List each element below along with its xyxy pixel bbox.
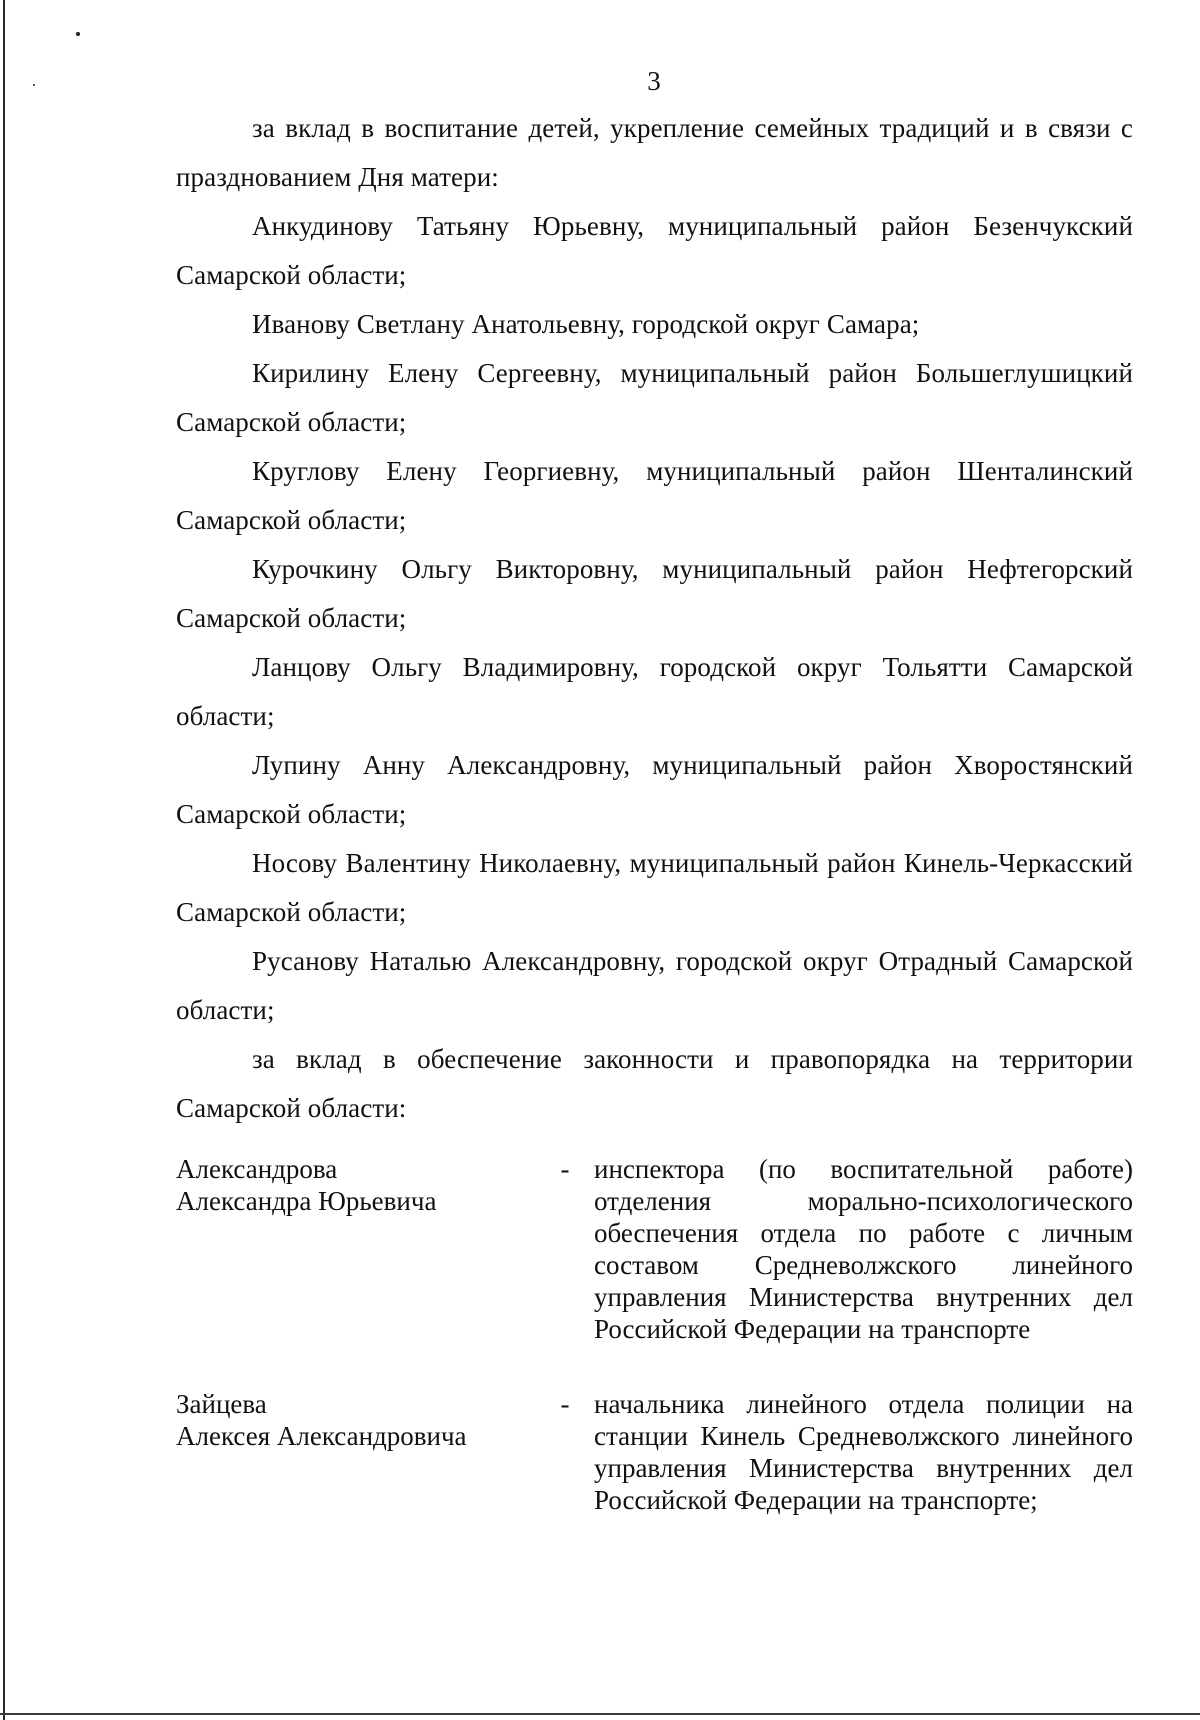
awardee-dash: - [560,1154,570,1184]
paragraph: за вклад в воспитание детей, укрепление семейных традиций и в связи с празднованием Дня матери: [176,113,1133,192]
awardee-given-names: Алексея Александровича [176,1421,467,1451]
honoree-entry [176,741,1133,839]
honoree-entry [176,349,1133,447]
scan-speck [76,32,80,36]
paragraph: Носову Валентину Николаевну, муниципальный район Кинель-Черкасский Самарской области; [176,848,1133,927]
scan-edge-bottom [0,1713,1200,1715]
honoree-entry [176,839,1133,937]
awardee-dash: - [560,1389,570,1419]
honoree-entry [176,937,1133,1035]
paragraph: Русанову Наталью Александровну, городской округ Отрадный Самарской области; [176,946,1133,1025]
scan-edge-left [3,0,5,1720]
paragraph: Ланцову Ольгу Владимировну, городской округ Тольятти Самарской области; [176,652,1133,731]
awardee-name [176,1153,556,1217]
section-intro-law [176,1035,1133,1133]
awardee-surname: Александрова [176,1154,338,1184]
paragraph: за вклад в обеспечение законности и правопорядка на территории Самарской области: [176,1044,1133,1123]
section-intro-family [176,104,1133,202]
paragraph: Лупину Анну Александровну, муниципальный район Хворостянский Самарской области; [176,750,1133,829]
paragraph: Кирилину Елену Сергеевну, муниципальный район Большеглушицкий Самарской области; [176,358,1133,437]
awardee-given-names: Александра Юрьевича [176,1186,437,1216]
awardee-surname: Зайцева [176,1389,267,1419]
paragraph: Круглову Елену Георгиевну, муниципальный район Шенталинский Самарской области; [176,456,1133,535]
honoree-entry [176,447,1133,545]
awardee-name [176,1388,556,1452]
honoree-entry [176,300,1133,349]
awardee-position: начальника линейного отдела полиции на станции Кинель Средневолжского линейного управления Министерства внутренних дел Российской Федерации на транспорте; [594,1389,1133,1515]
awardee-position: инспектора (по воспитательной работе) отделения морально-психологического обеспечения отдела по работе с личным составом Средневолжского линейного управления Министерства внутренних дел Российской Федерации на транспорте [594,1154,1133,1344]
honoree-entry [176,643,1133,741]
paragraph: Анкудинову Татьяну Юрьевну, муниципальный район Безенчукский Самарской области; [176,211,1133,290]
paragraph: Курочкину Ольгу Викторовну, муниципальный район Нефтегорский Самарской области; [176,554,1133,633]
paragraph: Иванову Светлану Анатольевну, городской округ Самара; [252,309,920,339]
awardee-row [176,1153,1133,1353]
honoree-entry [176,202,1133,300]
page-number: 3 [647,66,661,96]
awardee-row [176,1388,1133,1558]
honoree-entry [176,545,1133,643]
